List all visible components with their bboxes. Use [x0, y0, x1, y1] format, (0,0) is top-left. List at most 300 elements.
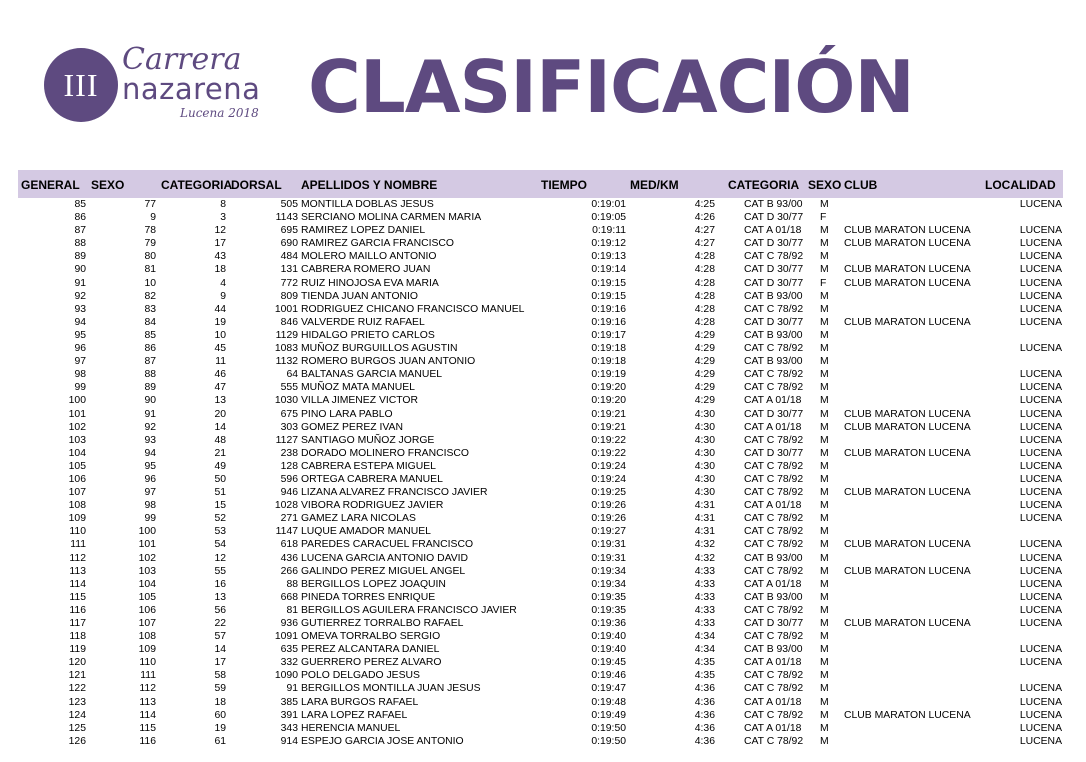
cell-sexo: 81: [144, 264, 156, 276]
cell-categoria-label: CAT A 01/18: [744, 421, 802, 433]
cell-club: CLUB MARATON LUCENA: [844, 709, 971, 721]
cell-medkm: 4:30: [694, 473, 715, 485]
cell-tiempo: 0:19:11: [592, 225, 626, 237]
cell-sexo-letter: M: [820, 343, 829, 355]
cell-club: CLUB MARATON LUCENA: [844, 565, 971, 577]
cell-categoria: 16: [214, 578, 226, 590]
cell-sexo-letter: M: [820, 329, 829, 341]
cell-nombre: RUIZ HINOJOSA EVA MARIA: [301, 277, 439, 289]
cell-localidad: LUCENA: [1019, 552, 1062, 564]
cell-categoria: 54: [214, 539, 226, 551]
cell-sexo: 80: [144, 251, 156, 263]
cell-localidad: LUCENA: [1019, 578, 1062, 590]
cell-dorsal: 484: [280, 251, 298, 263]
table-row: [0, 303, 1086, 316]
cell-tiempo: 0:19:24: [591, 460, 626, 472]
cell-categoria: 56: [214, 604, 226, 616]
col-sexo-2: SEXO: [808, 178, 842, 192]
table-row: [0, 394, 1086, 407]
cell-sexo: 92: [144, 421, 156, 433]
cell-general: 115: [69, 591, 86, 603]
cell-sexo: 110: [139, 657, 156, 669]
cell-dorsal: 238: [280, 447, 298, 459]
table-row: [0, 499, 1086, 512]
cell-sexo-letter: M: [820, 683, 829, 695]
cell-categoria-label: CAT D 30/77: [744, 277, 804, 289]
cell-tiempo: 0:19:01: [591, 199, 626, 210]
cell-general: 95: [74, 329, 86, 341]
cell-tiempo: 0:19:15: [591, 290, 626, 302]
cell-sexo-letter: M: [820, 591, 829, 603]
cell-sexo-letter: F: [820, 277, 827, 289]
cell-medkm: 4:32: [694, 552, 715, 564]
cell-general: 122: [68, 683, 86, 695]
cell-dorsal: 675: [280, 408, 298, 420]
cell-nombre: LUQUE AMADOR MANUEL: [301, 526, 431, 538]
cell-dorsal: 1143: [275, 212, 298, 224]
table-row: [0, 604, 1086, 617]
cell-nombre: PINEDA TORRES ENRIQUE: [301, 591, 436, 603]
cell-sexo-letter: M: [820, 670, 829, 682]
cell-localidad: LUCENA: [1019, 277, 1062, 289]
cell-tiempo: 0:19:26: [591, 513, 626, 525]
cell-dorsal: 505: [280, 199, 298, 210]
cell-categoria-label: CAT D 30/77: [744, 447, 804, 459]
cell-medkm: 4:30: [694, 447, 715, 459]
cell-tiempo: 0:19:16: [591, 316, 626, 328]
cell-categoria: 47: [214, 382, 226, 394]
cell-sexo-letter: M: [820, 631, 829, 643]
cell-nombre: SANTIAGO MUÑOZ JORGE: [301, 434, 435, 446]
cell-tiempo: 0:19:35: [591, 591, 626, 603]
cell-medkm: 4:30: [694, 460, 715, 472]
cell-categoria: 18: [214, 696, 226, 708]
cell-nombre: TIENDA JUAN ANTONIO: [301, 290, 419, 302]
cell-localidad: LUCENA: [1019, 539, 1062, 551]
cell-sexo: 87: [144, 356, 156, 368]
cell-dorsal: 131: [280, 264, 298, 276]
cell-categoria: 12: [214, 225, 226, 237]
cell-tiempo: 0:19:40: [591, 631, 626, 643]
cell-categoria: 57: [214, 631, 226, 643]
cell-medkm: 4:34: [694, 644, 715, 656]
table-row: [0, 237, 1086, 250]
cell-dorsal: 695: [280, 225, 298, 237]
cell-sexo-letter: M: [820, 500, 829, 512]
cell-categoria-label: CAT D 30/77: [744, 408, 804, 420]
cell-sexo-letter: M: [820, 264, 829, 276]
cell-general: 97: [74, 356, 86, 368]
cell-dorsal: 618: [280, 539, 298, 551]
cell-tiempo: 0:19:31: [591, 552, 626, 564]
cell-tiempo: 0:19:48: [591, 696, 626, 708]
cell-categoria: 58: [214, 670, 226, 682]
cell-localidad: LUCENA: [1019, 460, 1062, 472]
cell-sexo-letter: M: [820, 290, 829, 302]
cell-club: CLUB MARATON LUCENA: [844, 264, 971, 276]
cell-medkm: 4:33: [694, 578, 715, 590]
cell-medkm: 4:29: [694, 395, 715, 407]
cell-sexo: 77: [144, 199, 156, 210]
cell-categoria-label: CAT D 30/77: [744, 264, 804, 276]
cell-medkm: 4:33: [694, 565, 715, 577]
cell-nombre: HERENCIA MANUEL: [301, 722, 401, 734]
cell-nombre: PEREZ ALCANTARA DANIEL: [301, 644, 440, 656]
cell-categoria: 11: [215, 356, 226, 368]
cell-dorsal: 690: [280, 238, 298, 250]
cell-tiempo: 0:19:13: [591, 251, 626, 263]
cell-localidad: LUCENA: [1019, 735, 1062, 747]
cell-sexo: 104: [138, 578, 156, 590]
cell-sexo: 96: [144, 473, 156, 485]
cell-dorsal: 436: [280, 552, 298, 564]
cell-club: CLUB MARATON LUCENA: [844, 316, 971, 328]
cell-tiempo: 0:19:50: [591, 722, 626, 734]
cell-sexo: 112: [139, 683, 156, 695]
cell-general: 100: [68, 395, 86, 407]
col-general: GENERAL: [21, 178, 80, 192]
cell-tiempo: 0:19:31: [591, 539, 626, 551]
cell-sexo-letter: M: [820, 539, 829, 551]
cell-dorsal: 668: [280, 591, 298, 603]
cell-localidad: LUCENA: [1019, 487, 1062, 499]
cell-localidad: LUCENA: [1019, 199, 1062, 210]
cell-sexo-letter: M: [820, 199, 829, 210]
cell-sexo: 82: [144, 290, 156, 302]
cell-dorsal: 809: [280, 290, 298, 302]
cell-categoria-label: CAT C 78/92: [744, 251, 804, 263]
cell-general: 114: [69, 578, 86, 590]
cell-medkm: 4:31: [694, 500, 715, 512]
table-row: [0, 290, 1086, 303]
cell-sexo: 97: [144, 487, 156, 499]
cell-categoria-label: CAT C 78/92: [744, 604, 804, 616]
cell-sexo: 105: [138, 591, 156, 603]
cell-categoria-label: CAT C 78/92: [744, 303, 804, 315]
cell-categoria: 22: [214, 618, 226, 629]
table-row: [0, 421, 1086, 434]
cell-sexo-letter: M: [820, 382, 829, 394]
cell-categoria: 44: [214, 303, 226, 315]
cell-general: 107: [68, 487, 86, 499]
cell-nombre: MUÑOZ BURGUILLOS AGUSTIN: [301, 343, 458, 355]
cell-categoria: 17: [214, 657, 226, 669]
cell-club: CLUB MARATON LUCENA: [844, 618, 971, 629]
cell-general: 108: [68, 500, 86, 512]
cell-nombre: ORTEGA CABRERA MANUEL: [301, 473, 443, 485]
cell-tiempo: 0:19:20: [591, 395, 626, 407]
cell-tiempo: 0:19:36: [591, 618, 626, 629]
cell-categoria: 46: [214, 369, 226, 381]
cell-localidad: LUCENA: [1019, 565, 1062, 577]
cell-medkm: 4:28: [694, 303, 715, 315]
cell-dorsal: 555: [280, 382, 298, 394]
cell-localidad: LUCENA: [1019, 722, 1062, 734]
cell-localidad: LUCENA: [1019, 604, 1062, 616]
cell-categoria: 18: [214, 264, 226, 276]
cell-categoria-label: CAT C 78/92: [744, 539, 804, 551]
table-header: [18, 170, 1063, 198]
cell-general: 109: [68, 513, 86, 525]
cell-nombre: RAMIREZ LOPEZ DANIEL: [301, 225, 426, 237]
table-row: [0, 669, 1086, 682]
cell-tiempo: 0:19:50: [591, 735, 626, 747]
cell-medkm: 4:28: [694, 316, 715, 328]
cell-general: 87: [74, 225, 86, 237]
cell-medkm: 4:35: [694, 670, 715, 682]
cell-sexo-letter: M: [820, 644, 829, 656]
table-row: [0, 565, 1086, 578]
cell-sexo-letter: M: [820, 722, 829, 734]
cell-club: CLUB MARATON LUCENA: [844, 487, 971, 499]
cell-general: 101: [68, 408, 86, 420]
cell-tiempo: 0:19:22: [591, 447, 626, 459]
cell-localidad: LUCENA: [1019, 709, 1062, 721]
cell-nombre: MUÑOZ MATA MANUEL: [301, 382, 415, 394]
table-row: [0, 224, 1086, 237]
cell-categoria-label: CAT A 01/18: [744, 722, 802, 734]
cell-nombre: ESPEJO GARCIA JOSE ANTONIO: [301, 735, 464, 747]
cell-sexo-letter: M: [820, 618, 829, 629]
cell-sexo-letter: M: [820, 657, 829, 669]
cell-categoria: 20: [214, 408, 226, 420]
cell-general: 111: [70, 539, 86, 551]
cell-sexo: 83: [144, 303, 156, 315]
cell-nombre: RODRIGUEZ CHICANO FRANCISCO MANUEL: [301, 303, 525, 315]
cell-general: 126: [68, 735, 86, 747]
cell-categoria: 12: [214, 552, 226, 564]
cell-categoria: 59: [214, 683, 226, 695]
cell-sexo-letter: M: [820, 696, 829, 708]
cell-sexo-letter: M: [820, 251, 829, 263]
cell-general: 93: [74, 303, 86, 315]
cell-sexo: 95: [144, 460, 156, 472]
cell-tiempo: 0:19:40: [591, 644, 626, 656]
table-row: [0, 486, 1086, 499]
cell-categoria-label: CAT C 78/92: [744, 369, 804, 381]
cell-localidad: LUCENA: [1019, 618, 1062, 629]
cell-categoria-label: CAT A 01/18: [744, 500, 802, 512]
cell-sexo-letter: M: [820, 473, 829, 485]
cell-tiempo: 0:19:16: [591, 303, 626, 315]
cell-nombre: BERGILLOS AGUILERA FRANCISCO JAVIER: [301, 604, 517, 616]
cell-categoria: 13: [214, 395, 226, 407]
cell-localidad: LUCENA: [1019, 500, 1062, 512]
cell-tiempo: 0:19:24: [591, 473, 626, 485]
cell-medkm: 4:29: [694, 382, 715, 394]
cell-categoria-label: CAT D 30/77: [744, 212, 804, 224]
cell-localidad: LUCENA: [1019, 657, 1062, 669]
cell-tiempo: 0:19:35: [591, 604, 626, 616]
cell-localidad: LUCENA: [1019, 408, 1062, 420]
cell-localidad: LUCENA: [1019, 382, 1062, 394]
cell-categoria: 14: [214, 421, 226, 433]
cell-medkm: 4:29: [694, 356, 715, 368]
cell-medkm: 4:29: [694, 369, 715, 381]
table-row: [0, 342, 1086, 355]
cell-categoria-label: CAT A 01/18: [744, 225, 802, 237]
cell-sexo: 85: [144, 329, 156, 341]
cell-tiempo: 0:19:25: [591, 487, 626, 499]
cell-sexo: 79: [144, 238, 156, 250]
table-row: [0, 656, 1086, 669]
cell-sexo: 108: [138, 631, 156, 643]
cell-categoria-label: CAT B 93/00: [744, 356, 803, 368]
cell-localidad: LUCENA: [1019, 238, 1062, 250]
cell-tiempo: 0:19:20: [591, 382, 626, 394]
cell-nombre: RAMIREZ GARCIA FRANCISCO: [301, 238, 454, 250]
cell-categoria: 49: [214, 460, 226, 472]
cell-nombre: LIZANA ALVAREZ FRANCISCO JAVIER: [301, 487, 488, 499]
cell-localidad: LUCENA: [1019, 434, 1062, 446]
cell-sexo-letter: M: [820, 526, 829, 538]
cell-nombre: SERCIANO MOLINA CARMEN MARIA: [301, 212, 482, 224]
table-row: [0, 630, 1086, 643]
cell-sexo: 106: [138, 604, 156, 616]
table-row: [0, 682, 1086, 695]
cell-medkm: 4:30: [694, 487, 715, 499]
cell-sexo: 116: [139, 735, 156, 747]
cell-general: 123: [68, 696, 86, 708]
cell-general: 124: [68, 709, 86, 721]
cell-sexo: 90: [144, 395, 156, 407]
cell-general: 96: [74, 343, 86, 355]
cell-medkm: 4:36: [694, 683, 715, 695]
cell-sexo: 99: [144, 513, 156, 525]
cell-categoria-label: CAT C 78/92: [744, 382, 804, 394]
cell-sexo: 103: [138, 565, 156, 577]
cell-sexo-letter: M: [820, 552, 829, 564]
cell-medkm: 4:33: [694, 618, 715, 629]
cell-sexo-letter: M: [820, 303, 829, 315]
cell-club: CLUB MARATON LUCENA: [844, 238, 971, 250]
cell-general: 89: [74, 251, 86, 263]
cell-categoria: 51: [214, 487, 226, 499]
cell-medkm: 4:36: [694, 709, 715, 721]
table-row: [0, 525, 1086, 538]
cell-general: 117: [69, 618, 86, 629]
table-row: [0, 538, 1086, 551]
cell-dorsal: 385: [280, 696, 298, 708]
cell-general: 112: [69, 552, 86, 564]
cell-sexo: 109: [138, 644, 156, 656]
table-row: [0, 591, 1086, 604]
cell-dorsal: 914: [280, 735, 298, 747]
cell-tiempo: 0:19:49: [591, 709, 626, 721]
cell-categoria: 19: [214, 316, 226, 328]
cell-tiempo: 0:19:46: [591, 670, 626, 682]
cell-categoria: 45: [214, 343, 226, 355]
cell-nombre: CABRERA ROMERO JUAN: [301, 264, 431, 276]
cell-categoria: 15: [214, 500, 226, 512]
table-row: [0, 617, 1086, 630]
cell-localidad: LUCENA: [1019, 696, 1062, 708]
cell-tiempo: 0:19:21: [591, 421, 626, 433]
cell-dorsal: 1132: [275, 356, 298, 368]
cell-tiempo: 0:19:21: [591, 408, 626, 420]
cell-general: 86: [74, 212, 86, 224]
results-table: [0, 198, 1086, 748]
cell-categoria-label: CAT C 78/92: [744, 526, 804, 538]
col-medkm: MED/KM: [630, 178, 679, 192]
cell-categoria-label: CAT A 01/18: [744, 696, 802, 708]
cell-medkm: 4:30: [694, 434, 715, 446]
cell-localidad: LUCENA: [1019, 683, 1062, 695]
cell-tiempo: 0:19:34: [591, 578, 626, 590]
cell-tiempo: 0:19:22: [591, 434, 626, 446]
cell-sexo-letter: M: [820, 225, 829, 237]
cell-nombre: GUTIERREZ TORRALBO RAFAEL: [301, 618, 464, 629]
cell-sexo: 89: [144, 382, 156, 394]
cell-sexo-letter: M: [820, 604, 829, 616]
cell-dorsal: 128: [280, 460, 298, 472]
cell-general: 98: [74, 369, 86, 381]
cell-sexo: 113: [139, 696, 156, 708]
table-row: [0, 735, 1086, 748]
col-dorsal: DORSAL: [231, 178, 282, 192]
cell-sexo: 94: [144, 447, 156, 459]
cell-categoria: 48: [214, 434, 226, 446]
col-localidad: LOCALIDAD: [985, 178, 1056, 192]
cell-sexo-letter: M: [820, 460, 829, 472]
cell-nombre: CABRERA ESTEPA MIGUEL: [301, 460, 436, 472]
cell-medkm: 4:27: [694, 238, 715, 250]
cell-general: 92: [74, 290, 86, 302]
cell-dorsal: 88: [286, 578, 298, 590]
logo-roman-numeral: III: [44, 48, 118, 122]
cell-sexo-letter: M: [820, 238, 829, 250]
cell-categoria: 52: [214, 513, 226, 525]
table-row: [0, 368, 1086, 381]
logo-subtitle: Lucena 2018: [180, 106, 259, 120]
cell-general: 90: [74, 264, 86, 276]
cell-categoria-label: CAT C 78/92: [744, 735, 804, 747]
cell-dorsal: 1001: [274, 303, 298, 315]
cell-localidad: LUCENA: [1019, 421, 1062, 433]
cell-dorsal: 1028: [274, 500, 298, 512]
cell-medkm: 4:36: [694, 696, 715, 708]
cell-sexo: 93: [144, 434, 156, 446]
cell-club: CLUB MARATON LUCENA: [844, 225, 971, 237]
cell-sexo: 9: [150, 212, 156, 224]
cell-categoria-label: CAT B 93/00: [744, 644, 803, 656]
cell-medkm: 4:27: [694, 225, 715, 237]
cell-sexo: 98: [144, 500, 156, 512]
cell-general: 119: [69, 644, 86, 656]
table-row: [0, 447, 1086, 460]
cell-categoria-label: CAT B 93/00: [744, 290, 803, 302]
cell-medkm: 4:28: [694, 251, 715, 263]
cell-medkm: 4:25: [694, 199, 715, 210]
cell-tiempo: 0:19:05: [591, 212, 626, 224]
cell-dorsal: 1083: [274, 343, 298, 355]
cell-categoria: 60: [214, 709, 226, 721]
cell-club: CLUB MARATON LUCENA: [844, 421, 971, 433]
cell-medkm: 4:35: [694, 657, 715, 669]
cell-sexo: 114: [139, 709, 156, 721]
cell-dorsal: 936: [280, 618, 298, 629]
cell-sexo: 78: [144, 225, 156, 237]
cell-dorsal: 81: [286, 604, 298, 616]
cell-dorsal: 91: [286, 683, 298, 695]
cell-sexo-letter: M: [820, 369, 829, 381]
cell-localidad: LUCENA: [1019, 395, 1062, 407]
cell-dorsal: 1127: [275, 434, 298, 446]
cell-categoria-label: CAT B 93/00: [744, 591, 803, 603]
cell-categoria-label: CAT C 78/92: [744, 460, 804, 472]
cell-localidad: LUCENA: [1019, 447, 1062, 459]
cell-medkm: 4:28: [694, 264, 715, 276]
